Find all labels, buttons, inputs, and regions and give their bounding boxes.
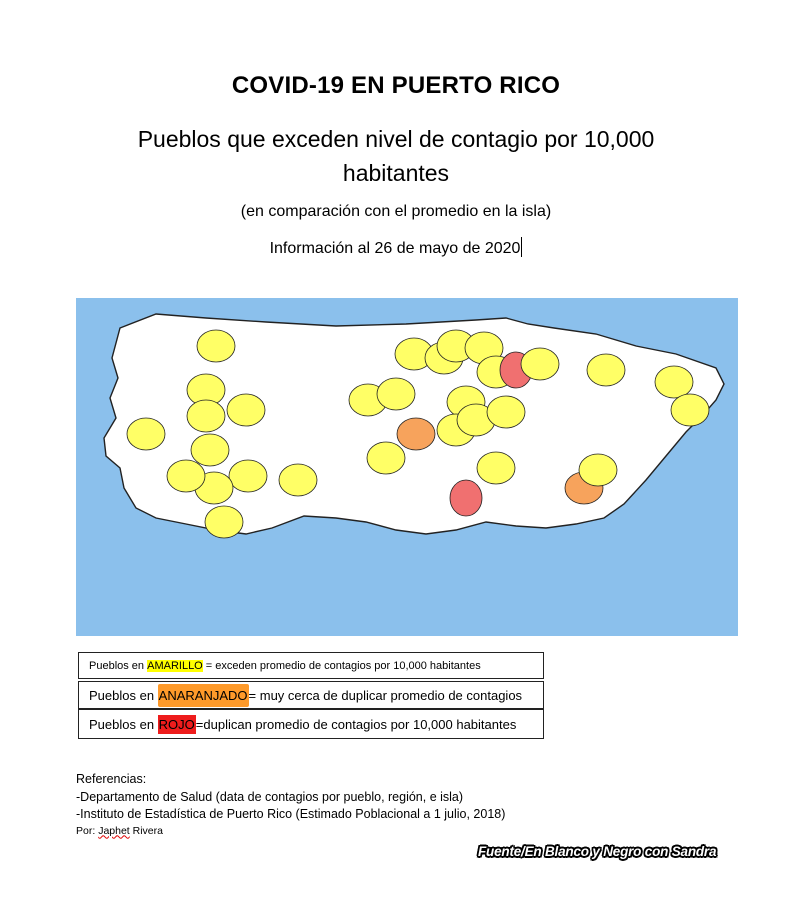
municipality-aguas-buenas	[487, 396, 525, 428]
legend-orange	[78, 681, 544, 709]
municipality-luquillo	[655, 366, 693, 398]
info-date	[0, 237, 792, 258]
reference-item: -Instituto de Estadística de Puerto Rico (Estimado Poblacional a 1 julio, 2018)	[76, 807, 506, 821]
legend-red-prefix: Pueblos en	[89, 716, 158, 732]
municipality-las-marias	[187, 400, 225, 432]
municipality-orocovis	[397, 418, 435, 450]
municipality-adjuntas	[279, 464, 317, 496]
municipality-guayanilla	[229, 460, 267, 492]
municipality-maunabo	[579, 454, 617, 486]
legend-yellow-highlight: AMARILLO	[147, 659, 203, 672]
legend-orange-prefix: Pueblos en	[89, 687, 158, 703]
author-credit	[76, 824, 505, 838]
source-watermark: Fuente/En Blanco y Negro con Sandra	[478, 844, 717, 859]
legend-orange-highlight: ANARANJADO	[158, 684, 249, 707]
page-subtitle: Pueblos que exceden nivel de contagio por 10,000 habitantes	[137, 126, 655, 186]
legend-red-highlight: ROJO	[158, 716, 195, 732]
page-title: COVID-19 EN PUERTO RICO	[231, 72, 561, 99]
municipality-quebradillas	[197, 330, 235, 362]
legend-yellow-prefix: Pueblos en	[89, 659, 148, 672]
municipality-villalba	[367, 442, 405, 474]
municipality-carolina	[587, 354, 625, 386]
municipality-lares	[227, 394, 265, 426]
legend-yellow-suffix: = exceden promedio de contagios por 10,000 habitantes	[202, 659, 481, 672]
legend-red	[78, 709, 544, 739]
puerto-rico-map	[76, 298, 738, 636]
municipality-san-juan	[521, 348, 559, 380]
municipality-san-german	[191, 434, 229, 466]
municipality-morovis	[377, 378, 415, 410]
municipality-sabana-grande	[167, 460, 205, 492]
municipality-cayey	[477, 452, 515, 484]
references-heading: Referencias:	[76, 772, 147, 786]
legend-red-suffix: =duplican promedio de contagios por 10,000 habitantes	[195, 716, 517, 732]
municipality-yauco	[205, 506, 243, 538]
comparison-note: (en comparación con el promedio en la isla)	[240, 203, 552, 220]
info-date-text: Información al 26 de mayo de 2020	[269, 240, 521, 257]
map-svg	[76, 298, 738, 636]
municipality-salinas	[450, 480, 482, 516]
author-prefix: Por:	[76, 824, 99, 837]
references	[76, 771, 505, 838]
text-cursor	[521, 237, 522, 257]
reference-item: -Departamento de Salud (data de contagios por pueblo, región, e isla)	[76, 789, 464, 804]
author-first-name: Japhet	[98, 824, 130, 837]
author-last-name: Rivera	[129, 824, 163, 837]
municipality-ceiba	[671, 394, 709, 426]
legend-orange-suffix: = muy cerca de duplicar promedio de contagios	[248, 687, 523, 703]
municipality-mayaguez	[127, 418, 165, 450]
legend-yellow	[78, 652, 544, 679]
